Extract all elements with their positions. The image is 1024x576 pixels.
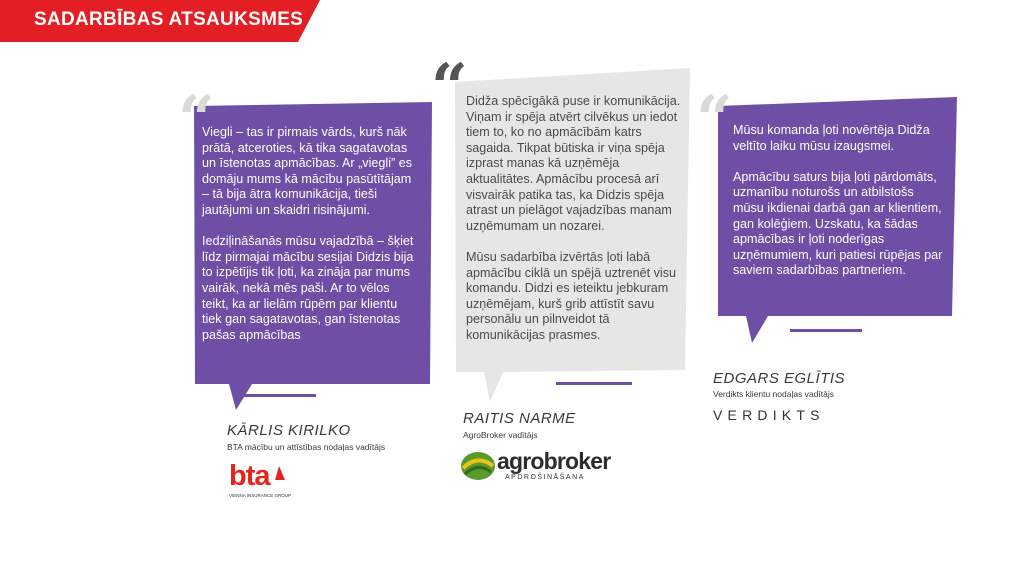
testimonial-1-text: [202, 125, 418, 343]
verdikts-logo: VERDIKTS: [713, 407, 825, 423]
quote-mark-icon: “: [696, 82, 733, 157]
testimonial-2-text: [466, 94, 682, 344]
agrobroker-emblem-icon: [460, 448, 496, 482]
testimonial-paragraph: Didža spēcīgākā puse ir komunikācija. Viņam ir spēja atvērt cilvēkus un iedot tiem to, ko no apmācībām katrs sagaida. Tikpat būtiska ir viņa spēja izprast manas kā uzņēmēja aktualitātes. Apmācību procesā arī visvairāk patika tas, ka Didzis spēja atrast un pielāgot vajadzības manam uzņēmumam un nozarei.: [466, 94, 681, 233]
quote-mark-icon: “: [178, 82, 215, 157]
author-role: BTA mācību un attīstības nodaļas vadītājs: [227, 442, 386, 452]
testimonial-paragraph: Mūsu sadarbība izvērtās ļoti labā apmācību ciklā un spējā uztrenēt visu komandu. Didzi es ieteiktu jebkuram uzņēmējam, kurš grib attīstīt savu personālu un pilnveidot tā komunikācijas prasmes.: [466, 249, 677, 342]
author-name: KĀRLIS KIRILKO: [227, 422, 351, 439]
page-title: SADARBĪBAS ATSAUKSMES: [34, 9, 304, 30]
author-name: RAITIS NARME: [463, 410, 576, 427]
divider-1: [240, 394, 316, 397]
bta-logo-word: bta: [229, 460, 270, 492]
bta-logo-subtitle: VIENNA INSURANCE GROUP: [229, 493, 292, 498]
testimonial-paragraph: Mūsu komanda ļoti novērtēja Didža veltīto laiku mūsu izaugsmei.: [733, 123, 930, 153]
divider-3: [790, 329, 862, 332]
agrobroker-logo: [460, 446, 611, 486]
testimonial-paragraph: Apmācību saturs bija ļoti pārdomāts, uzmanību noturošs un atbilstošs mūsu ikdienai darbā gan ar klientiem, gan kolēģiem. Uzskatu, ka šādas apmācības ir ļoti noderīgas uzņēmumiem, kuri patiesi rūpējas par saviem sadarbības partneriem.: [733, 169, 943, 278]
divider-2: [556, 382, 632, 385]
testimonial-paragraph: Viegli – tas ir pirmais vārds, kurš nāk prātā, atceroties, kā tika sagatavotas un īstenotas apmācības. Ar „viegli” es domāju mums kā mācību pasūtītājam – tā bija ātra komunikācija, tieši jautājumi un skaidri risinājumi.: [202, 125, 412, 217]
testimonial-3-text: [733, 123, 943, 279]
author-role: AgroBroker vadītājs: [463, 430, 538, 440]
agrobroker-logo-subtitle: APDROŠINĀŠANA: [505, 474, 585, 481]
testimonial-paragraph: Iedziļināšanās mūsu vajadzībā – šķiet līdz pirmajai mācību sesijai Didzis bija to izpētījis tik ļoti, ka zināja par mums vairāk, nekā mēs paši. Ar to vēlos teikt, ka ar lielām rūpēm par klientu tiek gan sagatavotas, gan īstenotas pašas apmācības: [202, 234, 414, 342]
quote-mark-icon: “: [431, 50, 468, 125]
bta-logo: [229, 462, 299, 502]
author-name: EDGARS EGLĪTIS: [713, 370, 846, 387]
agrobroker-logo-word: agrobroker: [497, 448, 611, 474]
author-role: Verdikts klientu nodaļas vadītājs: [713, 389, 834, 399]
